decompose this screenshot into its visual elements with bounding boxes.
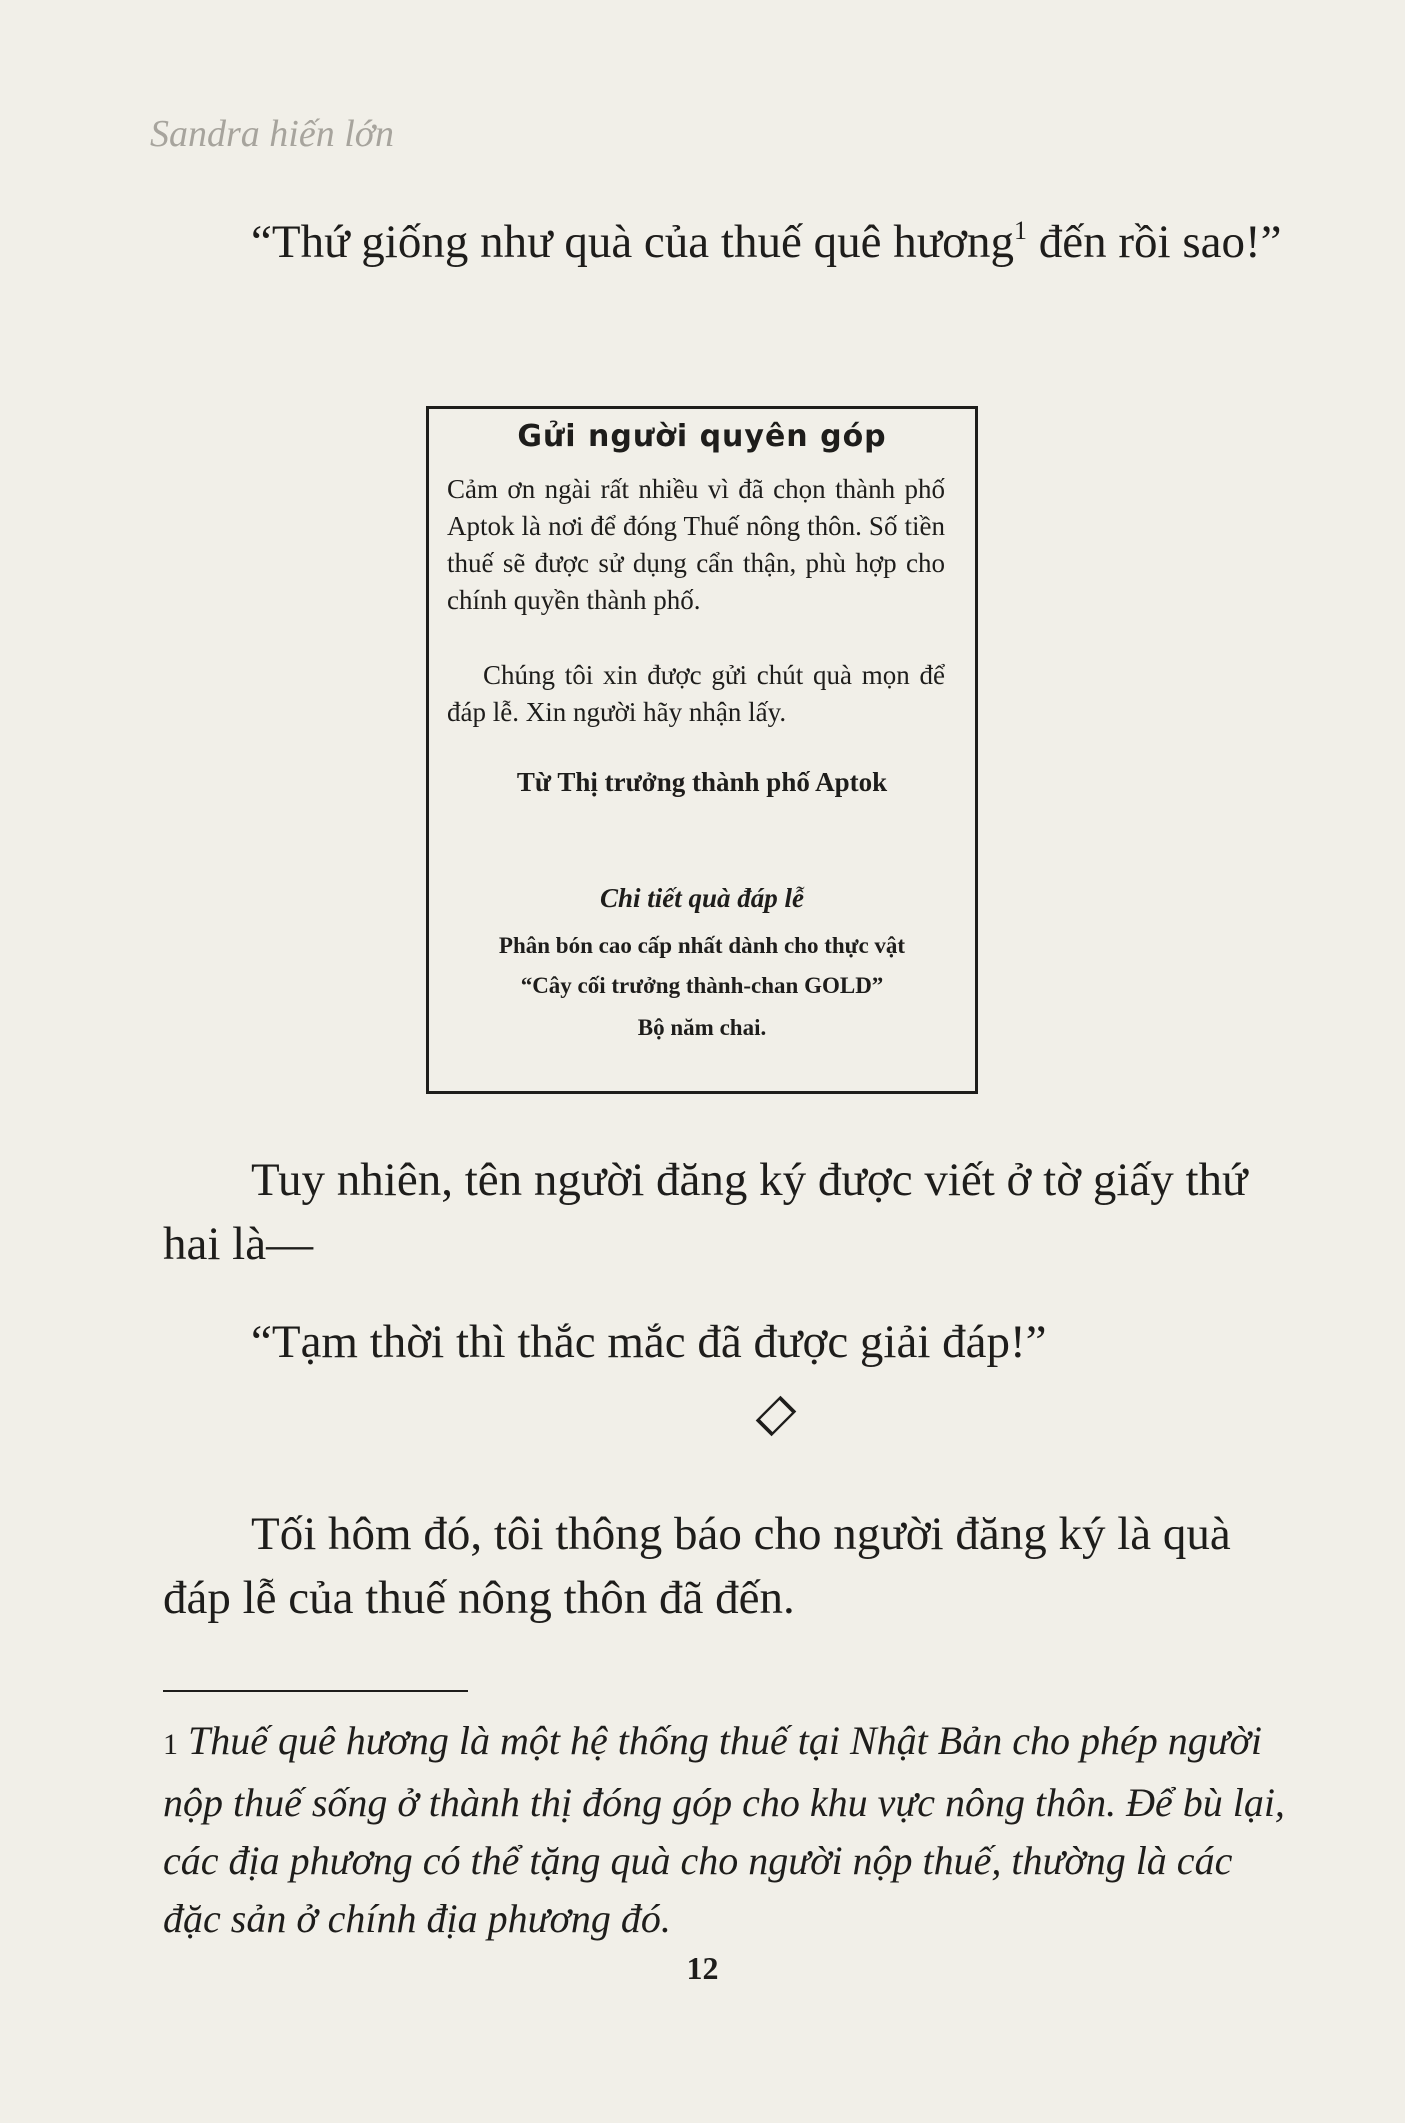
notice-title: Gửi người quyên góp [517, 419, 887, 454]
footnote-separator [163, 1690, 468, 1692]
paragraph-1 [163, 210, 1293, 274]
footnote-text: Thuế quê hương là một hệ thống thuế tại Nhật Bản cho phép người nộp thuế sống ở thành thị đóng góp cho khu vực nông thôn. Để bù lại, các địa phương có thể tặng quà cho người nộp thuế, thường là các đặc sản ở chính địa phương đó. [163, 1718, 1285, 1941]
notice-details-heading: Chi tiết quà đáp lễ [599, 883, 805, 913]
running-header: Sandra hiến lớn [150, 113, 395, 155]
paragraph-1-text: “Thứ giống như quà của thuế quê hương [251, 216, 1015, 268]
paragraph-4: Tối hôm đó, tôi thông báo cho người đăng ký là quà đáp lễ của thuế nông thôn đã đến. [163, 1508, 1231, 1624]
notice-signer: Từ Thị trưởng thành phố Aptok [516, 767, 888, 797]
footnote-marker: 1 [163, 1728, 178, 1761]
notice-detail-line-1: Phân bón cao cấp nhất dành cho thực vật [498, 933, 906, 958]
paragraph-3: “Tạm thời thì thắc mắc đã được giải đáp!” [251, 1316, 1047, 1368]
footnote-reference: 1 [1014, 216, 1028, 245]
notice-detail-line-2: “Cây cối trưởng thành-chan GOLD” [520, 973, 884, 998]
section-break-diamond-icon [756, 1396, 797, 1437]
notice-body-1: Cảm ơn ngài rất nhiều vì đã chọn thành phố Aptok là nơi để đóng Thuế nông thôn. Số tiền thuế sẽ được sử dụng cẩn thận, phù hợp cho chính quyền thành phố. [447, 474, 945, 615]
paragraph-2: Tuy nhiên, tên người đăng ký được viết ở tờ giấy thứ hai là— [163, 1154, 1248, 1270]
page-number: 12 [686, 1950, 719, 1986]
paragraph-1-rest: đến rồi sao!” [1027, 216, 1282, 268]
donor-notice-box [426, 406, 978, 1094]
notice-body-2: Chúng tôi xin được gửi chút quà mọn để đáp lễ. Xin người hãy nhận lấy. [447, 660, 945, 727]
footnote [163, 1712, 1293, 1948]
notice-detail-line-3: Bộ năm chai. [637, 1015, 767, 1040]
